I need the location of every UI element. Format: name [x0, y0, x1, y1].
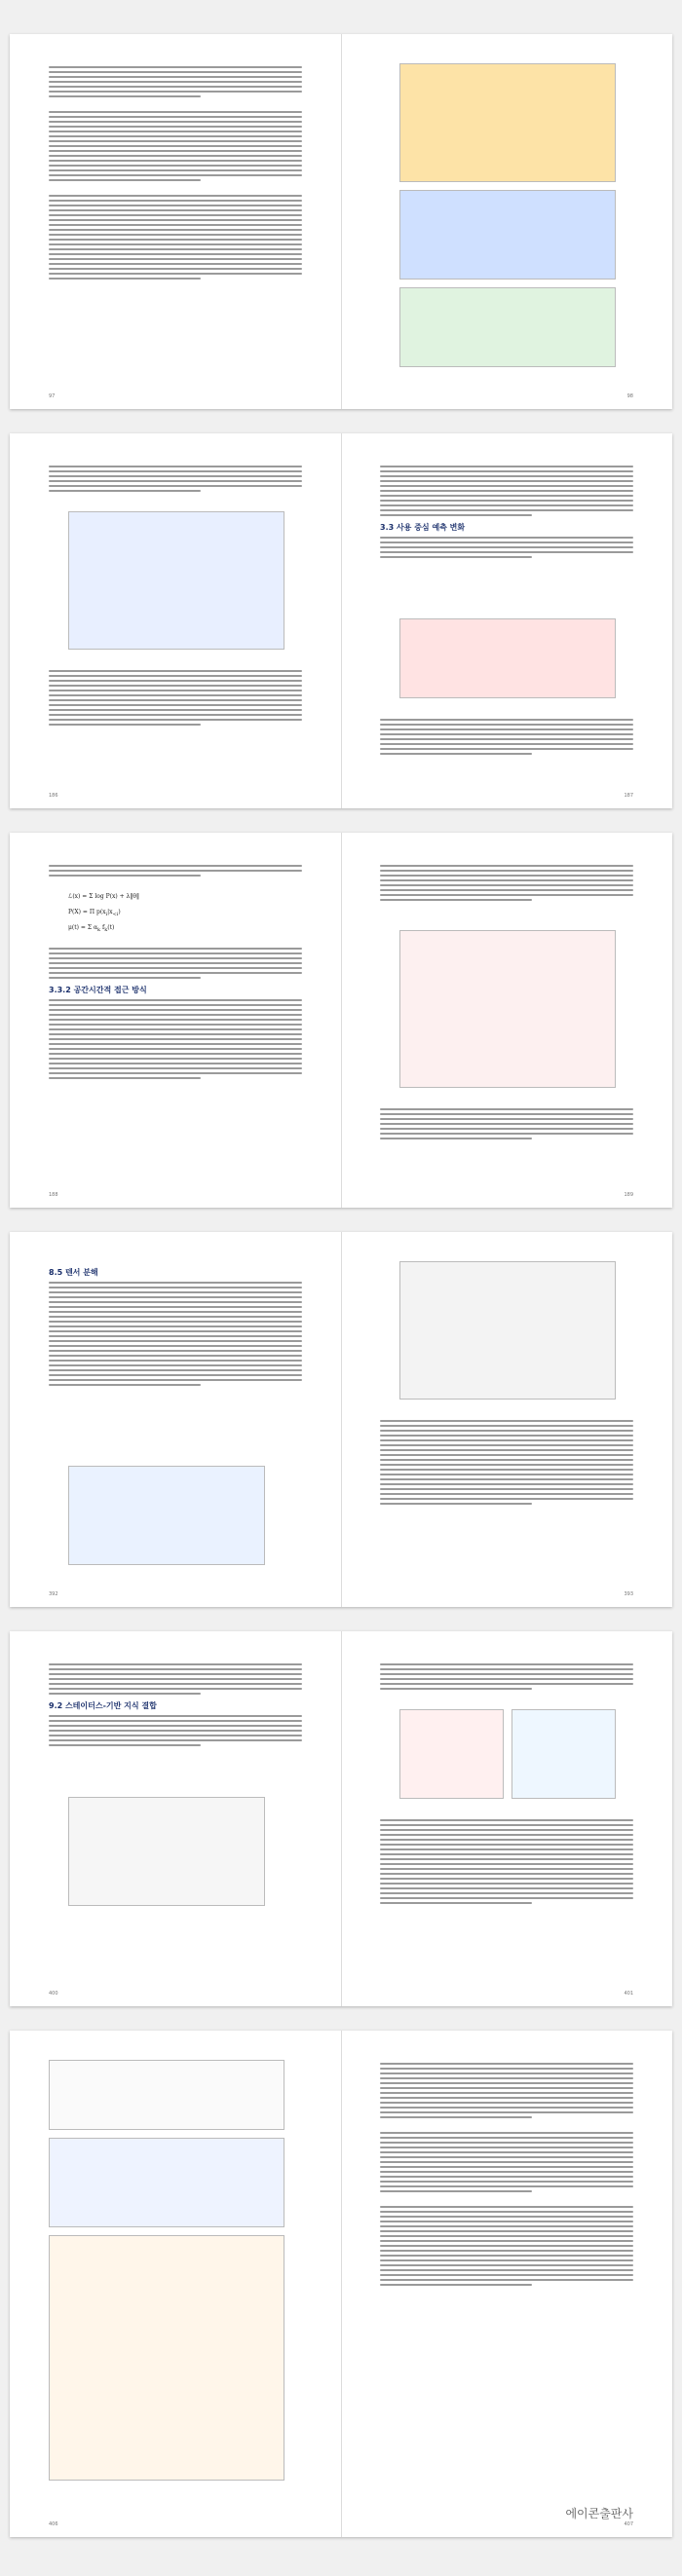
- equation: P(X) = Π $p(x_i|x_{<i})$: [68, 909, 121, 918]
- table-figure: [49, 2060, 284, 2130]
- text-block: [380, 1816, 633, 1907]
- text-block: [49, 63, 302, 282]
- page-left: [10, 2031, 341, 2537]
- text-block: [380, 716, 633, 758]
- dot-map-figure: [399, 618, 616, 698]
- text-block: [380, 2060, 633, 2289]
- text-block: [49, 945, 302, 1082]
- network-figure: [68, 511, 284, 650]
- text-block: [49, 1261, 302, 1389]
- spread-5: [10, 1631, 672, 2006]
- page-number: 407: [624, 2521, 633, 2527]
- text-block: [380, 862, 633, 904]
- text-block: [380, 1417, 633, 1508]
- page-right: [341, 833, 672, 1208]
- text-block: [380, 1105, 633, 1142]
- page-number: 400: [49, 1991, 58, 1997]
- spread-2: [10, 433, 672, 808]
- page-number: 406: [49, 2521, 58, 2527]
- architecture-figure: [49, 2235, 284, 2481]
- map-figure-right: [512, 1709, 616, 1799]
- equation: ℒ(x) = Σ log P(x) + λ‖θ‖: [68, 893, 140, 900]
- page-number: 188: [49, 1192, 58, 1198]
- spread-6: [10, 2031, 672, 2537]
- page-number: 189: [624, 1192, 633, 1198]
- page-number: 97: [49, 393, 56, 399]
- text-block: [380, 463, 633, 561]
- text-block: [49, 1661, 302, 1749]
- spread-4: [10, 1232, 672, 1607]
- text-block: [380, 1661, 633, 1693]
- page-right: [341, 1631, 672, 2006]
- page-number: 401: [624, 1991, 633, 1997]
- architecture-figure: [399, 930, 616, 1088]
- page-right: [341, 2031, 672, 2537]
- page-left: [10, 34, 341, 409]
- map-figure: [399, 63, 616, 182]
- section-heading: 9.2 스테이터스-기반 지식 결합: [49, 1701, 157, 1710]
- page-number: 186: [49, 793, 58, 799]
- flow-diagram-figure: [68, 1797, 265, 1906]
- page-left: [10, 1631, 341, 2006]
- section-heading: 3.3.2 공간시간적 접근 방식: [49, 986, 147, 994]
- section-heading: 3.3 사용 중심 예측 변화: [380, 523, 466, 532]
- spread-1: [10, 34, 672, 409]
- page-right: [341, 1232, 672, 1607]
- text-block: [49, 862, 302, 879]
- page-number: 392: [49, 1591, 58, 1597]
- section-heading: 8.5 텐서 분해: [49, 1268, 98, 1277]
- spread-3: [10, 833, 672, 1208]
- text-block: [49, 463, 302, 495]
- page-right: [341, 433, 672, 808]
- page-number: 187: [624, 793, 633, 799]
- map-figure-overlay: [399, 190, 616, 280]
- page-number: 393: [624, 1591, 633, 1597]
- map-figure-left: [399, 1709, 504, 1799]
- page-left: [10, 1232, 341, 1607]
- page-left: [10, 433, 341, 808]
- model-diagram-figure: [49, 2138, 284, 2227]
- equation: μ(t) = Σ $\alpha_k$ $f_k(t)$: [68, 924, 115, 934]
- grid-figure: [399, 287, 616, 367]
- page-number: 98: [626, 393, 633, 399]
- page-left: [10, 833, 341, 1208]
- page-right: [341, 34, 672, 409]
- publisher-logo: 에이콘출판사: [565, 2507, 633, 2520]
- text-block: [49, 667, 302, 728]
- tensor-cube-figure: [68, 1466, 265, 1565]
- tensor-slices-figure: [399, 1261, 616, 1400]
